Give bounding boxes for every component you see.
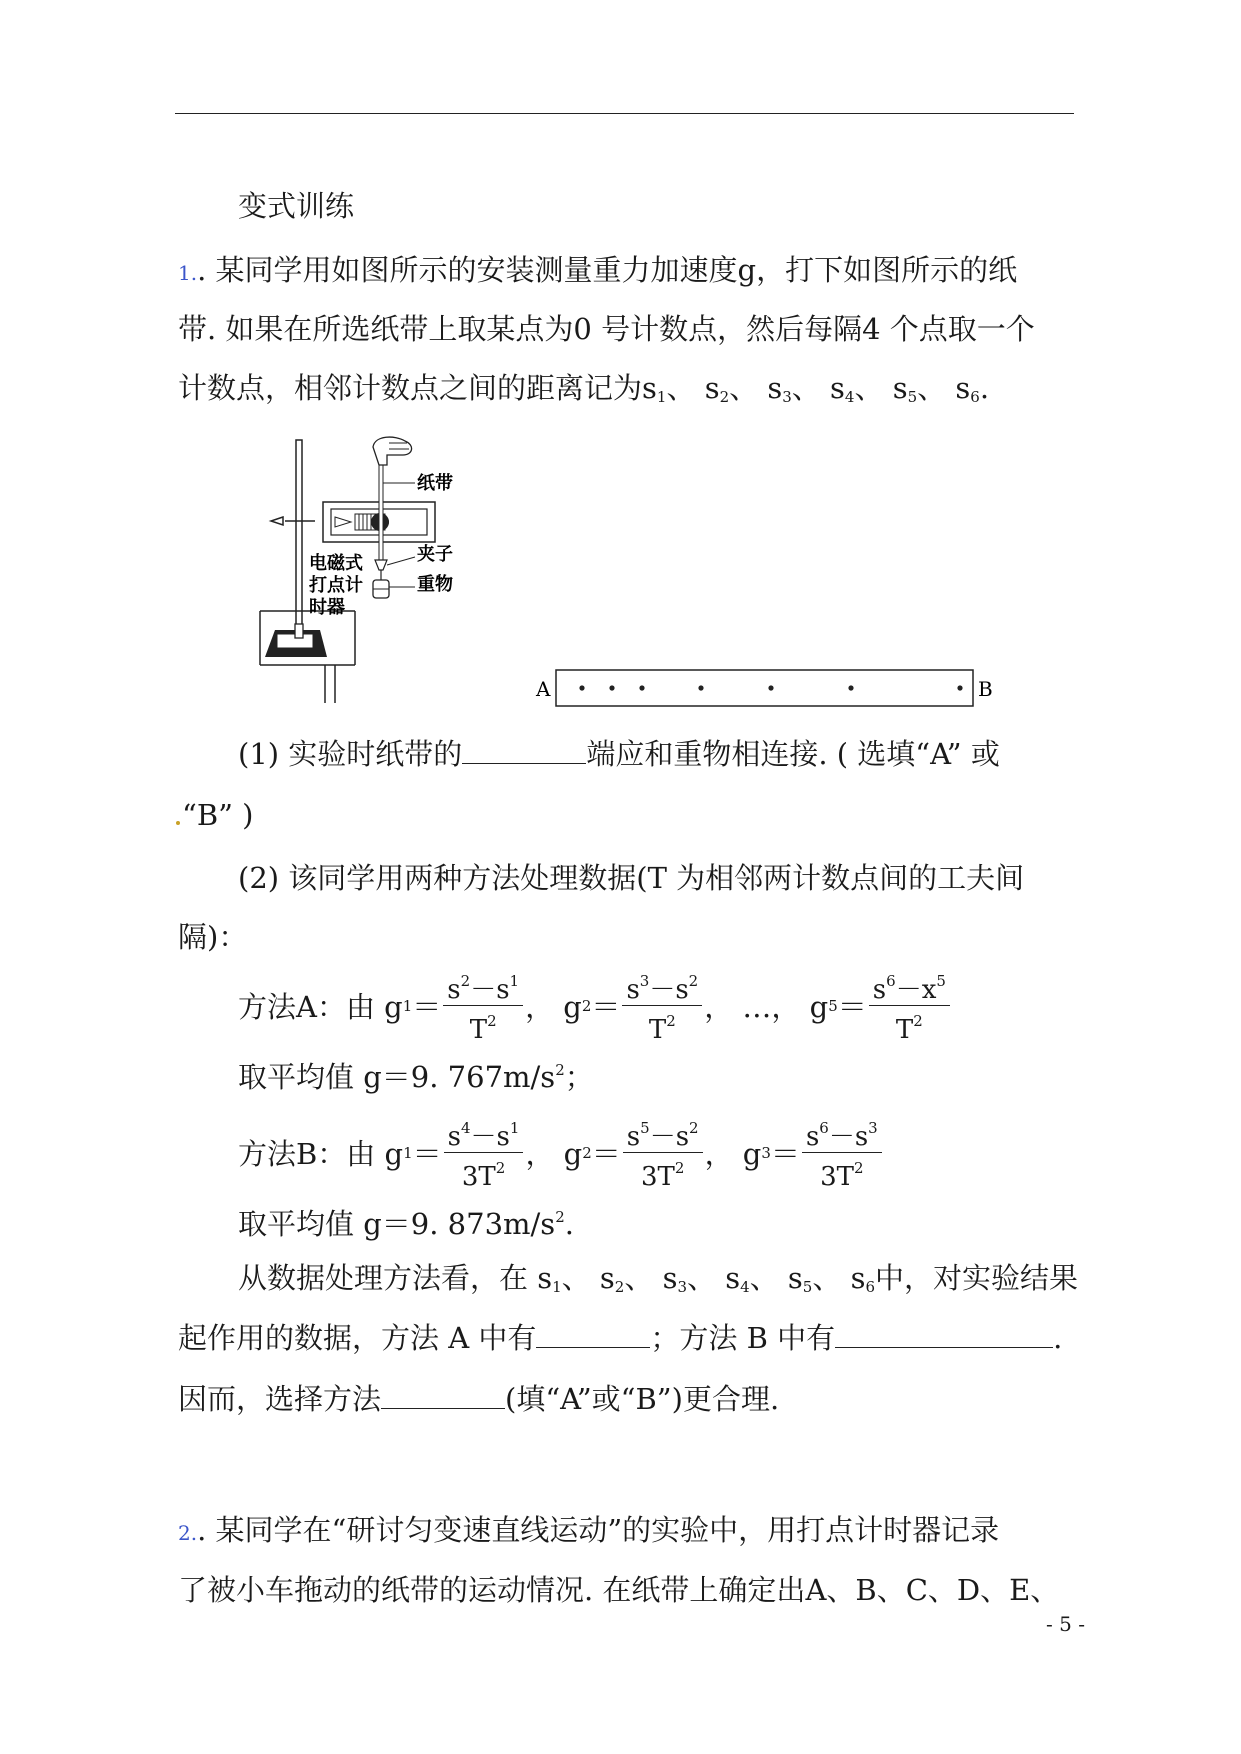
s5: $s_5$ [892, 371, 918, 406]
q1-part2-line1: (2) 该同学用两种方法处理数据(T 为相邻两计数点间的工夫间 [238, 861, 1025, 895]
tape-label-b: B [978, 677, 993, 701]
method-a-formulas: 方法A：由 g 1 ＝ $\frac{s^2-s^1}{T^2}$ ， g 2 ＝ $\frac{s^3-s^2}{T^2}$ ， …， g 5 ＝ $\frac{s^6-x^5}{T^2}$ [238, 966, 952, 1045]
q2-line-2: 了被小车拖动的纸带的运动情况. 在纸带上确定出A、B、C、D、E、 [178, 1573, 1060, 1607]
label-timer-1: 电磁式 [309, 553, 363, 574]
q1-text-1: 某同学用如图所示的安装测量重力加速度g，打下如图所示的纸 [206, 253, 1018, 287]
q1-part1-line1: (1) 实验时纸带的 端应和重物相连接. ( 选填“A” 或 [238, 737, 1000, 771]
s6: $s_6$ [955, 371, 980, 406]
answer-blank-4[interactable] [381, 1382, 505, 1409]
apparatus-figure [255, 435, 485, 705]
label-weight: 重物 [417, 574, 453, 595]
paper-tape-figure [530, 665, 1000, 709]
s3: $s_3$ [767, 371, 792, 406]
analysis-line-1: 从数据处理方法看，在 $s_1$、 $s_2$、 $s_3$、 $s_4$、 $s_5$、 $s_6$中，对实验结果 [238, 1261, 1079, 1296]
tape-label-a: A [536, 677, 551, 701]
method-a-average: 取平均值 g＝9. $767m/s^2$； [238, 1060, 594, 1094]
analysis-line-3: 因而，选择方法 (填“A”或“B”)更合理. [178, 1382, 780, 1416]
q1-text-3: 计数点，相邻计数点之间的距离记为 [178, 371, 643, 405]
answer-blank-1[interactable] [462, 737, 586, 764]
label-clip: 夹子 [417, 544, 453, 565]
label-timer-2: 打点计 [309, 575, 363, 596]
q1-dot: . [197, 253, 207, 287]
q1-part2-line2: 隔)： [178, 920, 248, 954]
answer-blank-3[interactable] [835, 1321, 1053, 1348]
q1-line-1 [178, 250, 1017, 293]
label-timer-3: 时器 [309, 597, 345, 618]
method-b-average: 取平均值 g＝9. $873m/s^2$. [238, 1207, 574, 1241]
s2: $s_2$ [704, 371, 730, 406]
q2-line-1: 2.. 某同学在“研讨匀变速直线运动”的实验中，用打点计时器记录 [178, 1513, 1000, 1547]
q1-line-3: 计数点，相邻计数点之间的距离记为$s_1$、 $s_2$、 $s_3$、 $s_4$、 $s_5$、 $s_6$. [178, 371, 990, 406]
analysis-line-2: 起作用的数据，方法 A 中有 ；方法 B 中有 . [178, 1321, 1063, 1355]
answer-blank-2[interactable] [536, 1321, 650, 1348]
header-rule [175, 113, 1074, 114]
page-number: - 5 - [1046, 1612, 1085, 1636]
method-b-formulas: 方法B：由 g 1 ＝ $\frac{s^4-s^1}{3T^2}$ ， g 2 ＝ $\frac{s^5-s^2}{3T^2}$ ， g 3 ＝ $\frac{s^6-s^3}{3T^2}$ [238, 1113, 884, 1192]
section-title: 变式训练 [238, 189, 355, 223]
s1: $s_1$ [642, 371, 667, 406]
q2-number: 2. [178, 1521, 198, 1545]
q1-number: 1. [178, 261, 198, 285]
q1-line-2: 带. 如果在所选纸带上取某点为0 号计数点，然后每隔4 个点取一个 [178, 312, 1035, 346]
label-tape: 纸带 [417, 473, 453, 494]
q1-part1-line2: “B” ) [176, 795, 254, 835]
s4: $s_4$ [830, 371, 855, 406]
